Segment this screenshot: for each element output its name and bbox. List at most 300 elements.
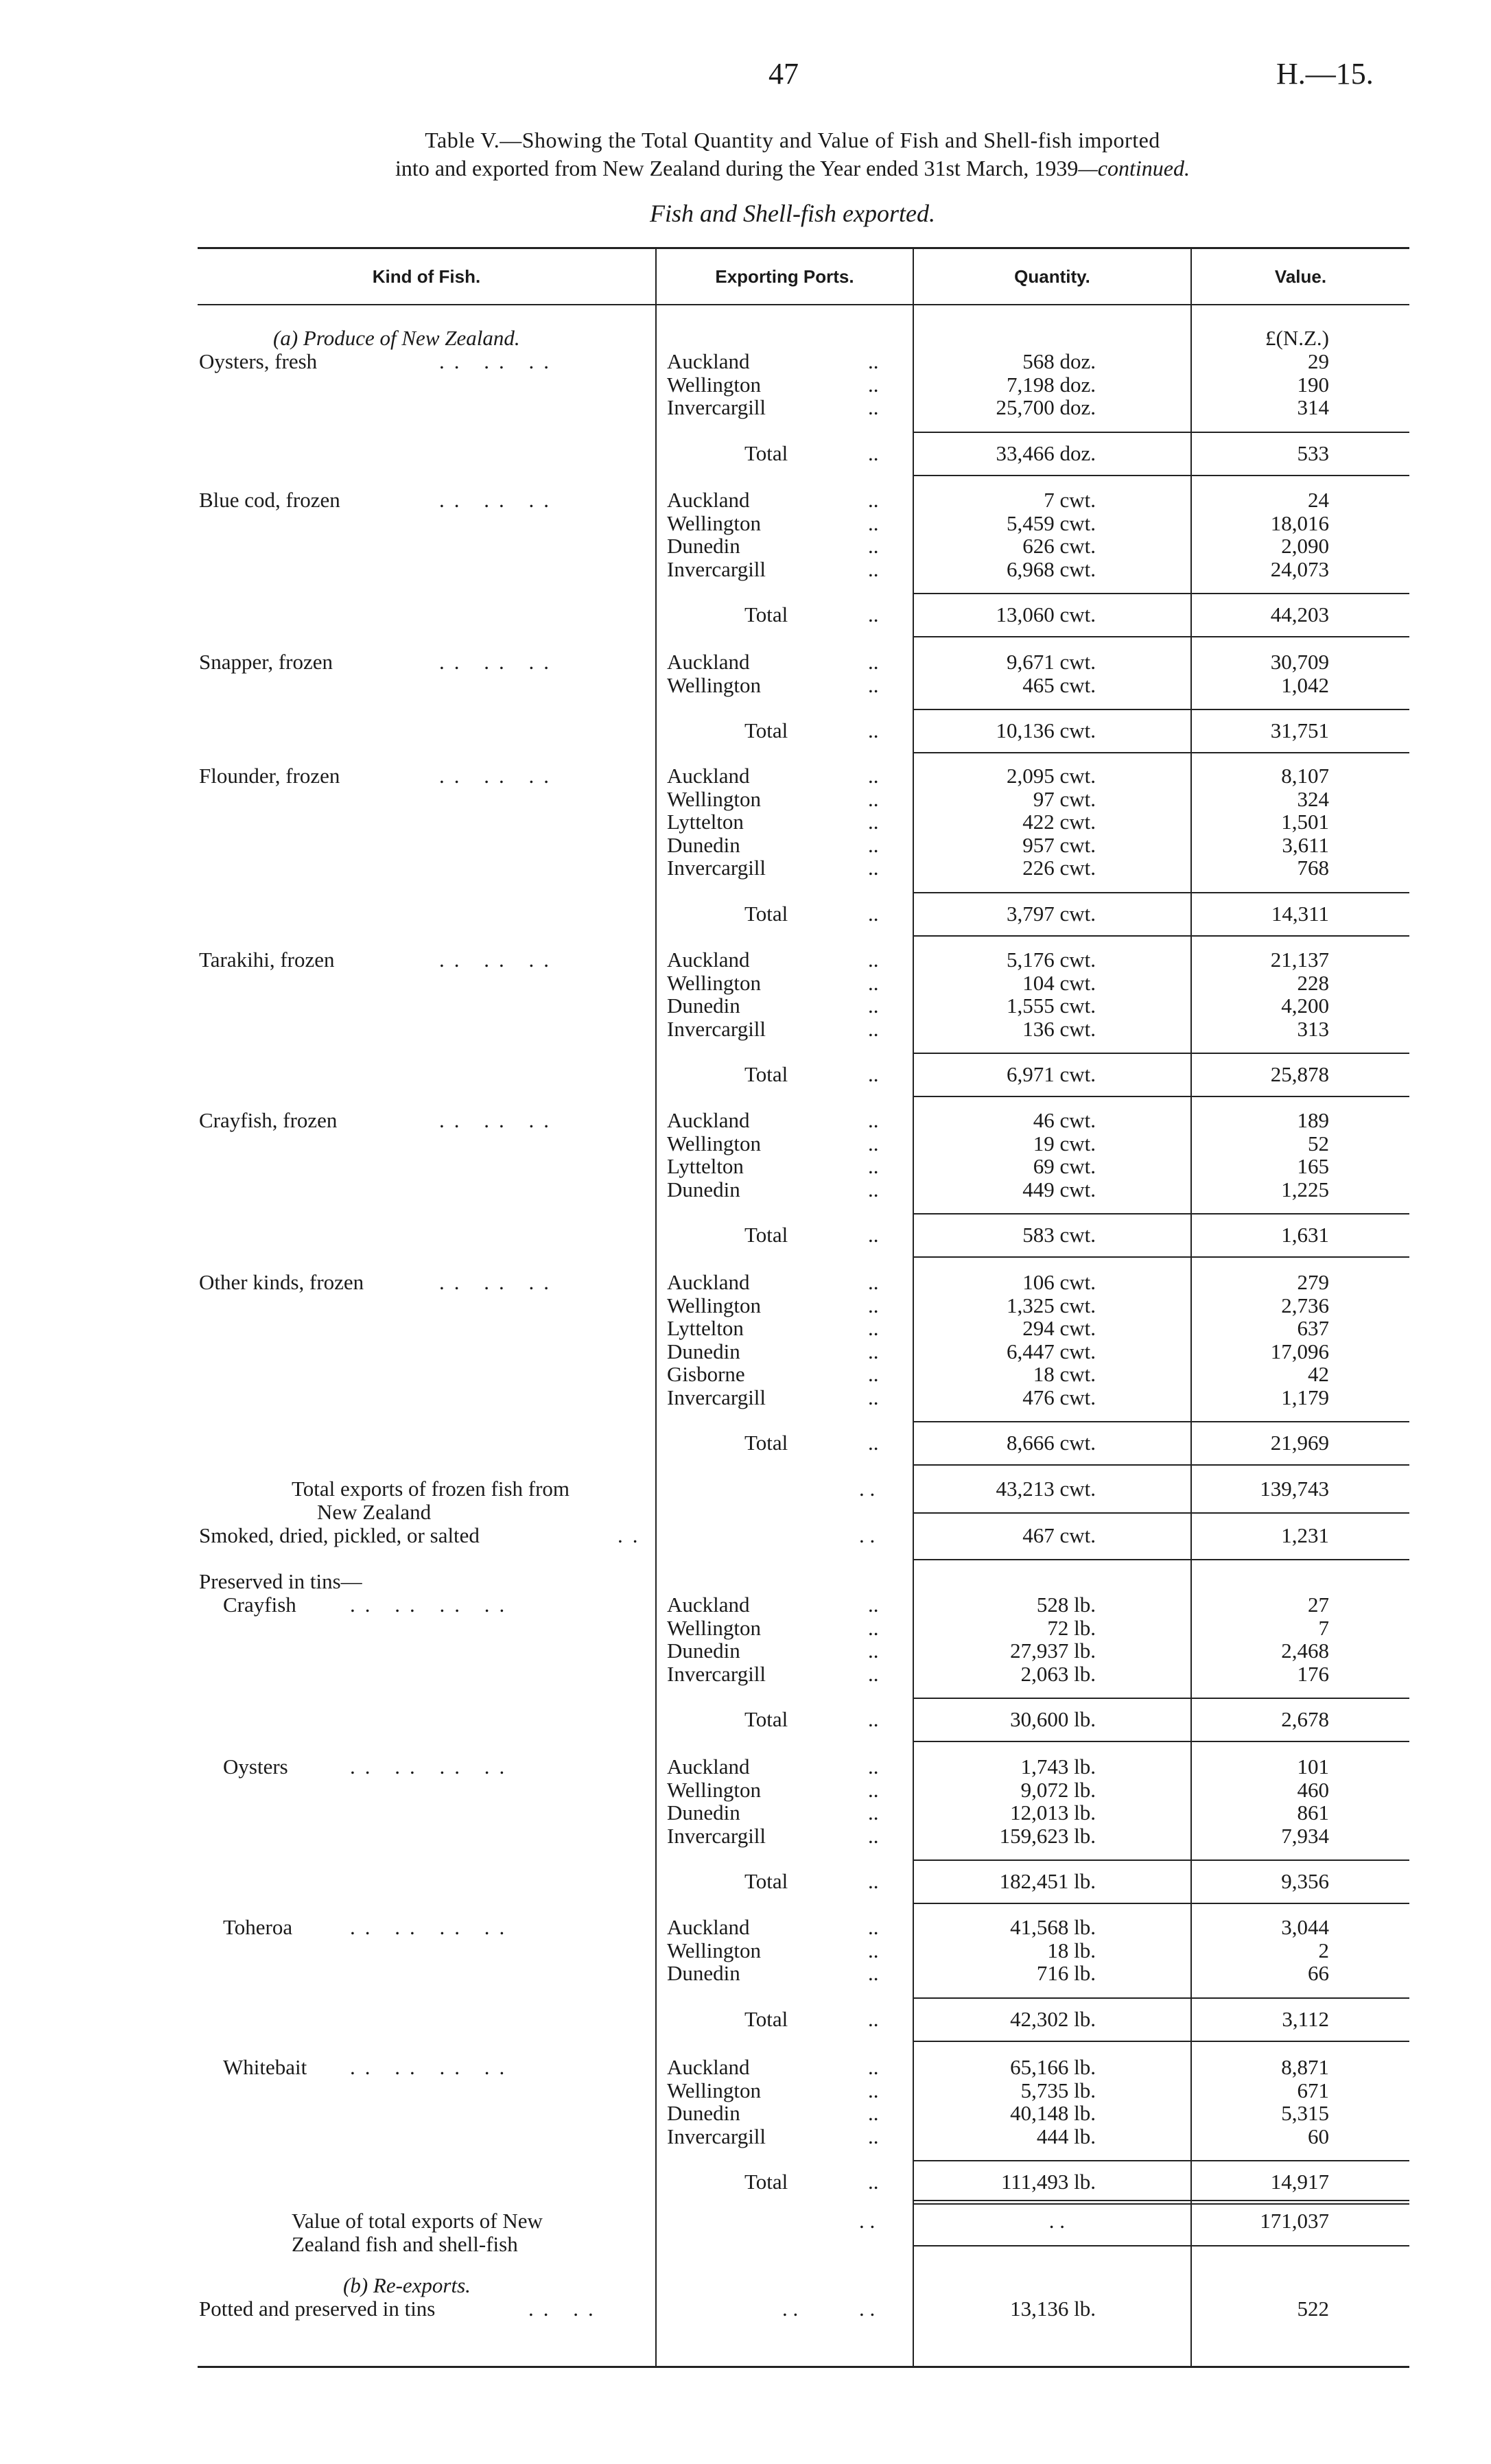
total-value: 44,203 [1270,602,1329,626]
fish-kind-label: Toheroa [223,1915,293,1939]
value-cell: 101 [1297,1755,1329,1779]
leader-dots: .. [868,1293,879,1317]
leader-dots: .. [868,556,879,581]
leader-dots: .. [868,534,879,558]
page-number: 47 [768,57,799,91]
leader-dots: .. [868,1339,879,1363]
value-cell: 1,179 [1281,1385,1329,1409]
quantity-cell: 46 cwt. [1033,1108,1096,1132]
port-name: Gisborne [667,1362,745,1386]
row-rule [914,2160,1409,2161]
leader-dots: .. .. .. [439,488,559,512]
value-cell: 3,611 [1282,832,1329,857]
port-name: Auckland [667,349,750,373]
quantity-cell: 465 cwt. [1022,672,1096,697]
total-value: 1,631 [1281,1223,1329,1247]
grand-total-label: Value of total exports of New [292,2209,543,2233]
value-cell: 861 [1297,1800,1329,1824]
fish-kind-label: Oysters [223,1755,288,1779]
leader-dots: .. [868,718,879,742]
value-cell: 190 [1297,372,1329,397]
column-separator [655,248,657,2366]
row-rule [914,752,1409,753]
total-quantity: 13,060 cwt. [996,602,1096,626]
value-cell: 314 [1297,395,1329,419]
total-quantity: 3,797 cwt. [1006,901,1096,926]
quantity-cell: 2,095 cwt. [1006,764,1096,788]
leader-dots: .. [868,1593,879,1617]
leader-dots: .. [868,1915,879,1939]
leader-dots: .. .. .. .. [350,2055,515,2079]
total-value: 3,112 [1282,2006,1329,2031]
frozen-total-label: Total exports of frozen fish from [292,1477,570,1501]
leader-dots: .. [868,1108,879,1132]
port-name: Auckland [667,764,750,788]
total-quantity: 6,971 cwt. [1006,1062,1096,1086]
quantity-cell: 1,555 cwt. [1006,994,1096,1018]
total-quantity: 33,466 doz. [996,441,1096,465]
fish-kind-label: Flounder, frozen [199,764,340,788]
total-label: Total [744,2170,788,2194]
port-name: Auckland [667,650,750,674]
port-name: Invercargill [667,1385,766,1409]
frozen-total-label: New Zealand [317,1500,432,1524]
total-quantity: 30,600 lb. [1010,1707,1096,1731]
table-title-line1: Table V.—Showing the Total Quantity and Value of Fish and Shell-fish imported [425,128,1160,152]
total-value: 25,878 [1270,1062,1329,1086]
port-name: Auckland [667,2055,750,2079]
leader-dots: .. .. .. [439,1108,559,1132]
row-rule [914,1464,1409,1466]
value-cell: 7 [1318,1615,1329,1640]
total-quantity: 583 cwt. [1022,1223,1096,1247]
fish-kind-label: Other kinds, frozen [199,1270,364,1294]
leader-dots: .. [868,1362,879,1386]
quantity-cell: 18 lb. [1047,1938,1096,1962]
section-heading-produce: (a) Produce of New Zealand. [273,326,520,350]
leader-dots: .. [868,1431,879,1455]
quantity-cell: 716 lb. [1036,1961,1096,1985]
port-name: Dunedin [667,1800,740,1824]
value-cell: 17,096 [1270,1339,1329,1363]
leader-dots: .. [868,2006,879,2031]
port-name: Wellington [667,672,761,697]
quantity-cell: 7,198 doz. [1006,372,1096,397]
quantity-cell: 422 cwt. [1022,810,1096,834]
value-cell: 460 [1297,1777,1329,1802]
row-rule [914,2041,1409,2042]
total-label: Total [744,1431,788,1455]
leader-dots: .. [868,948,879,972]
quantity-cell: 97 cwt. [1033,786,1096,811]
value-cell: 324 [1297,786,1329,811]
port-name: Auckland [667,1270,750,1294]
row-rule [914,1512,1409,1514]
port-name: Lyttelton [667,1316,744,1340]
total-label: Total [744,1707,788,1731]
smoked-label: Smoked, dried, pickled, or salted [199,1523,480,1547]
quantity-cell: 72 lb. [1047,1615,1096,1640]
quantity-cell: 528 lb. [1036,1593,1096,1617]
port-name: Wellington [667,511,761,535]
leader-dots: .. [868,856,879,880]
value-cell: 165 [1297,1154,1329,1178]
grand-total-value: 171,037 [1260,2209,1329,2233]
value-cell: 768 [1297,856,1329,880]
value-cell: 1,042 [1281,672,1329,697]
leader-dots: .. .. .. [439,1270,559,1294]
quantity-cell: 19 cwt. [1033,1131,1096,1155]
row-rule [914,1096,1409,1097]
row-rule [914,1741,1409,1742]
quantity-cell: 104 cwt. [1022,970,1096,995]
row-rule [914,2245,1409,2246]
leader-dots: .. [868,1131,879,1155]
value-cell: 2,090 [1281,534,1329,558]
total-label: Total [744,1062,788,1086]
leader-dots: .. [868,2078,879,2102]
value-cell: 637 [1297,1316,1329,1340]
value-cell: 189 [1297,1108,1329,1132]
port-name: Wellington [667,1777,761,1802]
grand-total-label: Zealand fish and shell-fish [292,2232,518,2256]
leader-dots: .. .. .. [439,349,559,373]
total-label: Total [744,718,788,742]
total-label: Total [744,1223,788,1247]
quantity-cell: 18 cwt. [1033,1362,1096,1386]
leader-dots: .. [868,1707,879,1731]
leader-dots: .. [868,786,879,811]
total-quantity: 111,493 lb. [1000,2170,1096,2194]
total-value: 9,356 [1281,1869,1329,1893]
row-rule [914,1997,1409,1999]
port-name: Dunedin [667,832,740,857]
leader-dots: .. [868,1961,879,1985]
quantity-cell: 69 cwt. [1033,1154,1096,1178]
fish-kind-label: Oysters, fresh [199,349,318,373]
total-label: Total [744,1869,788,1893]
port-name: Invercargill [667,1016,766,1041]
leader-dots: .. [868,672,879,697]
row-rule [914,1053,1409,1054]
quantity-cell: 9,072 lb. [1020,1777,1096,1802]
quantity-cell: 226 cwt. [1022,856,1096,880]
smoked-ellipsis: . . [859,1523,876,1547]
table-bottom-rule [198,2366,1409,2368]
port-name: Auckland [667,488,750,512]
leader-dots: .. .. .. .. [350,1593,515,1617]
leader-dots: .. .. .. [439,650,559,674]
leader-dots: .. [868,2101,879,2125]
value-cell: 8,107 [1281,764,1329,788]
value-cell: 66 [1308,1961,1329,1985]
document-code: H.—15. [1276,57,1374,91]
fish-kind-label: Tarakihi, frozen [199,948,335,972]
value-cell: 29 [1308,349,1329,373]
quantity-cell: 9,671 cwt. [1006,650,1096,674]
frozen-total-quantity: 43,213 cwt. [996,1477,1096,1501]
quantity-cell: 136 cwt. [1022,1016,1096,1041]
leader-dots: .. [868,1016,879,1041]
value-cell: 176 [1297,1661,1329,1686]
leader-dots: .. [868,395,879,419]
quantity-cell: 41,568 lb. [1010,1915,1096,1939]
quantity-cell: 444 lb. [1036,2124,1096,2148]
leader-dots: .. [868,511,879,535]
potted-quantity: 13,136 lb. [1010,2297,1096,2321]
quantity-cell: 65,166 lb. [1010,2055,1096,2079]
potted-ellipsis: . . [859,2297,876,2321]
leader-dots: .. [868,970,879,995]
leader-dots: .. [868,1639,879,1663]
leader-dots: .. [868,1777,879,1802]
currency-unit: £(N.Z.) [1265,326,1329,350]
port-name: Lyttelton [667,810,744,834]
row-rule [914,709,1409,710]
leader-dots: .. [868,994,879,1018]
leader-dots: .. [868,1661,879,1686]
leader-dots: .. [868,1154,879,1178]
leader-dots: .. [868,488,879,512]
total-quantity: 10,136 cwt. [996,718,1096,742]
quantity-cell: 6,968 cwt. [1006,556,1096,581]
column-header-kind: Kind of Fish. [372,266,481,287]
leader-dots: .. [868,349,879,373]
value-cell: 8,871 [1281,2055,1329,2079]
port-name: Dunedin [667,1639,740,1663]
quantity-cell: 5,176 cwt. [1006,948,1096,972]
quantity-cell: 7 cwt. [1044,488,1096,512]
port-name: Auckland [667,948,750,972]
quantity-cell: 40,148 lb. [1010,2101,1096,2125]
quantity-cell: 1,325 cwt. [1006,1293,1096,1317]
row-rule [914,1256,1409,1258]
value-cell: 27 [1308,1593,1329,1617]
column-header-ports: Exporting Ports. [715,266,854,287]
value-cell: 18,016 [1270,511,1329,535]
row-rule [914,2203,1409,2205]
leader-dots: .. [618,1523,648,1547]
port-name: Wellington [667,970,761,995]
port-name: Wellington [667,1938,761,1962]
column-header-quantity: Quantity. [1014,266,1090,287]
leader-dots: .. [868,2124,879,2148]
quantity-cell: 1,743 lb. [1020,1755,1096,1779]
fish-kind-label: Crayfish [223,1593,296,1617]
table-subtitle: Fish and Shell-fish exported. [650,200,935,227]
smoked-value: 1,231 [1281,1523,1329,1547]
total-value: 21,969 [1270,1431,1329,1455]
leader-dots: .. [868,1938,879,1962]
value-cell: 313 [1297,1016,1329,1041]
value-cell: 30,709 [1270,650,1329,674]
leader-dots: .. [868,1385,879,1409]
quantity-cell: 5,735 lb. [1020,2078,1096,2102]
value-cell: 52 [1308,1131,1329,1155]
total-quantity: 8,666 cwt. [1006,1431,1096,1455]
column-header-value: Value. [1274,266,1327,287]
row-rule [914,1421,1409,1422]
fish-kind-label: Snapper, frozen [199,650,333,674]
table-title-continued: —continued. [1078,156,1190,180]
row-rule [914,935,1409,937]
port-name: Auckland [667,1108,750,1132]
leader-dots: .. [868,1823,879,1848]
port-name: Invercargill [667,556,766,581]
quantity-cell: 12,013 lb. [1010,1800,1096,1824]
port-name: Wellington [667,372,761,397]
total-label: Total [744,602,788,626]
value-cell: 1,225 [1281,1177,1329,1201]
leader-dots: .. [868,832,879,857]
total-value: 14,311 [1271,901,1329,926]
row-rule [914,475,1409,476]
port-name: Wellington [667,786,761,811]
row-rule [914,432,1409,433]
quantity-cell: 5,459 cwt. [1006,511,1096,535]
total-value: 31,751 [1270,718,1329,742]
value-cell: 21,137 [1270,948,1329,972]
quantity-cell: 27,937 lb. [1010,1639,1096,1663]
smoked-quantity: 467 cwt. [1022,1523,1096,1547]
port-name: Wellington [667,1293,761,1317]
frozen-total-value: 139,743 [1260,1477,1329,1501]
port-name: Dunedin [667,2101,740,2125]
quantity-cell: 476 cwt. [1022,1385,1096,1409]
value-cell: 279 [1297,1270,1329,1294]
quantity-cell: 626 cwt. [1022,534,1096,558]
fish-kind-label: Blue cod, frozen [199,488,340,512]
value-cell: 2,468 [1281,1639,1329,1663]
value-cell: 671 [1297,2078,1329,2102]
row-rule [914,636,1409,637]
leader-dots: .. .. .. .. [350,1755,515,1779]
total-value: 533 [1297,441,1329,465]
port-name: Dunedin [667,994,740,1018]
quantity-cell: 294 cwt. [1022,1316,1096,1340]
port-name: Invercargill [667,1823,766,1848]
port-name: Dunedin [667,534,740,558]
value-cell: 4,200 [1281,994,1329,1018]
leader-dots: .. .. .. .. [350,1915,515,1939]
table-title-line2-text: into and exported from New Zealand during the Year ended 31st March, 1939 [395,156,1079,180]
value-cell: 5,315 [1281,2101,1329,2125]
fish-kind-label: Crayfish, frozen [199,1108,338,1132]
leader-dots: .. .. .. [439,948,559,972]
value-cell: 42 [1308,1362,1329,1386]
value-cell: 1,501 [1281,810,1329,834]
quantity-cell: 957 cwt. [1022,832,1096,857]
value-cell: 2,736 [1281,1293,1329,1317]
quantity-cell: 6,447 cwt. [1006,1339,1096,1363]
value-cell: 7,934 [1281,1823,1329,1848]
leader-dots: .. [868,1270,879,1294]
quantity-cell: 106 cwt. [1022,1270,1096,1294]
row-rule [914,1859,1409,1861]
port-name: Dunedin [667,1961,740,1985]
port-name: Dunedin [667,1177,740,1201]
total-value: 14,917 [1270,2170,1329,2194]
row-rule [914,593,1409,594]
section-heading-reexports: (b) Re-exports. [343,2273,471,2297]
total-label: Total [744,2006,788,2031]
value-cell: 24,073 [1270,556,1329,581]
row-rule [914,1213,1409,1215]
header-bottom-rule [198,304,1409,305]
leader-dots: .. [868,441,879,465]
quantity-cell: 2,063 lb. [1020,1661,1096,1686]
port-name: Wellington [667,2078,761,2102]
potted-label: Potted and preserved in tins [199,2297,436,2321]
leader-dots: .. [868,1062,879,1086]
leader-dots: .. [868,1755,879,1779]
leader-dots: .. [868,2055,879,2079]
port-name: Wellington [667,1131,761,1155]
table-title-line2 [165,154,1420,182]
port-name: Invercargill [667,856,766,880]
row-rule [914,1698,1409,1699]
fish-kind-label: Whitebait [223,2055,307,2079]
port-name: Lyttelton [667,1154,744,1178]
value-cell: 2 [1318,1938,1329,1962]
value-cell: 24 [1308,488,1329,512]
port-name: Auckland [667,1755,750,1779]
frozen-total-ellipsis: . . [859,1477,876,1501]
leader-dots: .. [868,1800,879,1824]
value-cell: 3,044 [1281,1915,1329,1939]
leader-dots: .. [868,1869,879,1893]
leader-dots: .. [868,372,879,397]
value-cell: 60 [1308,2124,1329,2148]
grand-total-ellipsis: . . [859,2209,876,2233]
port-name: Dunedin [667,1339,740,1363]
port-name: Invercargill [667,2124,766,2148]
total-quantity: 42,302 lb. [1010,2006,1096,2031]
port-name: Invercargill [667,395,766,419]
leader-dots: .. .. [528,2297,603,2321]
quantity-cell: 25,700 doz. [996,395,1096,419]
table-top-rule [198,247,1409,249]
leader-dots: .. [868,650,879,674]
leader-dots: .. [868,602,879,626]
row-rule [914,1559,1409,1560]
leader-dots: .. [868,2170,879,2194]
port-name: Invercargill [667,1661,766,1686]
total-value: 2,678 [1281,1707,1329,1731]
row-rule [914,2200,1409,2201]
row-rule [914,1903,1409,1904]
port-name: Wellington [667,1615,761,1640]
leader-dots: .. [868,810,879,834]
potted-value: 522 [1297,2297,1329,2321]
preserved-heading: Preserved in tins— [199,1569,362,1593]
row-rule [914,892,1409,893]
total-quantity: 182,451 lb. [999,1869,1096,1893]
leader-dots: .. [868,1177,879,1201]
grand-total-quantity: . . [1048,2209,1065,2233]
value-cell: 228 [1297,970,1329,995]
quantity-cell: 159,623 lb. [999,1823,1096,1848]
leader-dots: .. [868,1316,879,1340]
port-name: Auckland [667,1915,750,1939]
leader-dots: .. [868,764,879,788]
leader-dots: .. [868,901,879,926]
quantity-cell: 449 cwt. [1022,1177,1096,1201]
leader-dots: .. [868,1615,879,1640]
leader-dots: .. .. .. [439,764,559,788]
potted-ellipsis: . . [782,2297,799,2321]
port-name: Auckland [667,1593,750,1617]
